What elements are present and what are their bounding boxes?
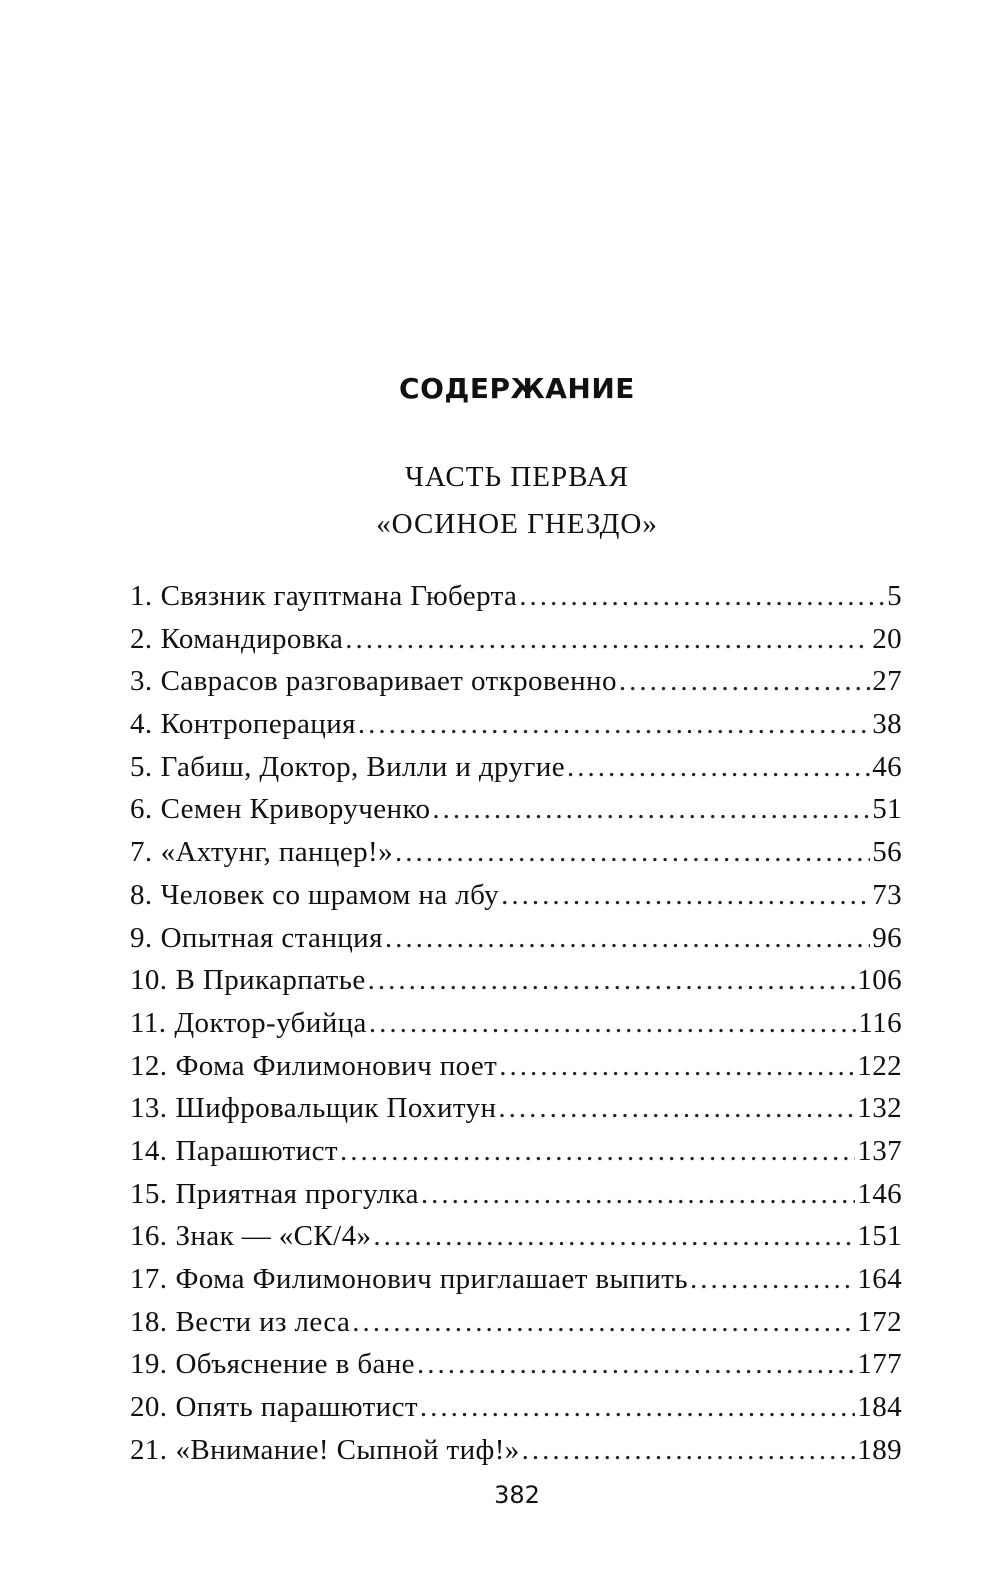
toc-entry [130,746,902,789]
toc-entry [130,1386,902,1429]
toc-entry-number: 11. [130,1006,167,1039]
toc-dot-leader [522,1429,856,1472]
toc-entry-title: «Ахтунг, панцер!» [160,836,393,869]
toc-entry-page: 151 [857,1220,902,1253]
toc-entry-number: 5. [130,750,153,783]
toc-dot-leader [352,1301,855,1344]
toc-entry-page: 46 [872,750,902,783]
toc-entry-number: 16. [130,1220,168,1253]
toc-entry-page: 56 [872,836,902,869]
toc-dot-leader [619,660,870,703]
toc-entry-number: 15. [130,1177,168,1210]
toc-dot-leader [420,1386,855,1429]
toc-entry-page: 146 [857,1177,902,1210]
toc-entry-page: 38 [872,708,902,741]
toc-entry-number: 4. [130,708,153,741]
toc-entry-page: 27 [872,665,902,698]
part-name: «ОСИНОЕ ГНЕЗДО» [376,508,658,540]
toc-entry-page: 177 [857,1348,902,1381]
toc-entry-title: Вести из леса [175,1305,351,1338]
toc-entry-title: Фома Филимонович поет [175,1049,498,1082]
toc-dot-leader [345,618,870,661]
toc-entry-page: 184 [857,1391,902,1424]
toc-entry-title: Опять парашютист [175,1391,418,1424]
toc-entry-title: Контроперация [160,708,356,741]
toc-entry [130,1301,902,1344]
toc-entry [130,660,902,703]
toc-entry-title: Семен Криворученко [160,793,431,826]
toc-entry [130,1258,902,1301]
toc-entry-page: 189 [857,1433,902,1466]
toc-entry [130,1045,902,1088]
toc-entry [130,959,902,1002]
toc-entry-title: Объяснение в бане [175,1348,415,1381]
toc-entry-page: 172 [857,1305,902,1338]
toc-dot-leader [499,1045,855,1088]
toc-entry-number: 13. [130,1092,168,1125]
toc-entry-page: 164 [857,1263,902,1295]
toc-entry-page: 5 [887,580,902,612]
toc-dot-leader [369,1002,857,1045]
toc-entry [130,1429,902,1472]
toc-entry-title: Опытная станция [160,921,383,954]
toc-entry [130,1343,902,1386]
toc-dot-leader [432,788,870,831]
toc-dot-leader [498,1087,855,1130]
toc-entry [130,703,902,746]
toc-entry-page: 116 [858,1006,902,1039]
toc-entry [130,1173,902,1216]
toc-entry-number: 14. [130,1134,168,1167]
toc-entry-page: 20 [872,622,902,655]
toc-entry-title: Парашютист [175,1134,338,1167]
toc-entry-title: Связник гауптмана Гюберта [160,580,518,612]
toc-dot-leader [417,1343,855,1386]
toc-entry-number: 17. [130,1263,168,1295]
toc-entry-number: 7. [130,836,153,869]
toc-entry-page: 51 [872,793,902,826]
toc-entry-page: 137 [857,1134,902,1167]
toc-entry-number: 18. [130,1305,168,1338]
toc-entry-number: 10. [130,964,168,997]
contents-heading: СОДЕРЖАНИЕ [399,372,635,405]
toc-dot-leader [340,1130,855,1173]
toc-entry-title: «Внимание! Сыпной тиф!» [175,1433,520,1466]
toc-dot-leader [373,1215,855,1258]
toc-entry [130,618,902,661]
toc-entry-number: 21. [130,1433,168,1466]
toc-dot-leader [358,703,870,746]
toc-entry-number: 6. [130,793,153,826]
toc-entry-title: Человек со шрамом на лбу [160,878,500,911]
toc-dot-leader [519,575,885,618]
toc-dot-leader [501,874,870,917]
toc-entry-number: 9. [130,921,153,954]
toc-entry-title: Фома Филимонович приглашает выпить [175,1263,688,1295]
page-number: 382 [494,1481,540,1509]
toc-entry-title: Приятная прогулка [175,1177,419,1210]
toc-entry [130,1087,902,1130]
toc-entry-number: 1. [130,580,153,612]
toc-entry-number: 20. [130,1391,168,1424]
toc-dot-leader [690,1258,855,1301]
toc-dot-leader [368,959,856,1002]
toc-entry-title: Знак — «СК/4» [175,1220,372,1253]
toc-entry-title: Командировка [160,622,344,655]
toc-entry-title: Шифровальщик Похитун [175,1092,497,1125]
toc-dot-leader [385,917,870,960]
toc-entry [130,1130,902,1173]
toc-entry [130,575,902,618]
toc-entry-number: 3. [130,665,153,698]
toc-entry [130,874,902,917]
toc-entry [130,1215,902,1258]
toc-entry-number: 2. [130,622,153,655]
toc-entry-title: Саврасов разговаривает откровенно [160,665,617,698]
toc-entry-page: 106 [857,964,902,997]
toc-entry-title: В Прикарпатье [175,964,366,997]
toc-entry [130,788,902,831]
toc-dot-leader [421,1173,855,1216]
toc-entry-title: Доктор-убийца [174,1006,367,1039]
toc-dot-leader [567,746,870,789]
toc-dot-leader [395,831,870,874]
table-of-contents [130,575,902,1471]
toc-entry [130,1002,902,1045]
toc-entry-title: Габиш, Доктор, Вилли и другие [160,750,565,783]
toc-entry-page: 73 [872,878,902,911]
toc-entry-number: 8. [130,878,153,911]
toc-entry [130,917,902,960]
toc-entry-page: 132 [857,1092,902,1125]
part-label: ЧАСТЬ ПЕРВАЯ [405,461,629,493]
toc-entry [130,831,902,874]
toc-entry-page: 96 [872,921,902,954]
toc-entry-number: 12. [130,1049,168,1082]
toc-entry-number: 19. [130,1348,168,1381]
toc-entry-page: 122 [857,1049,902,1082]
